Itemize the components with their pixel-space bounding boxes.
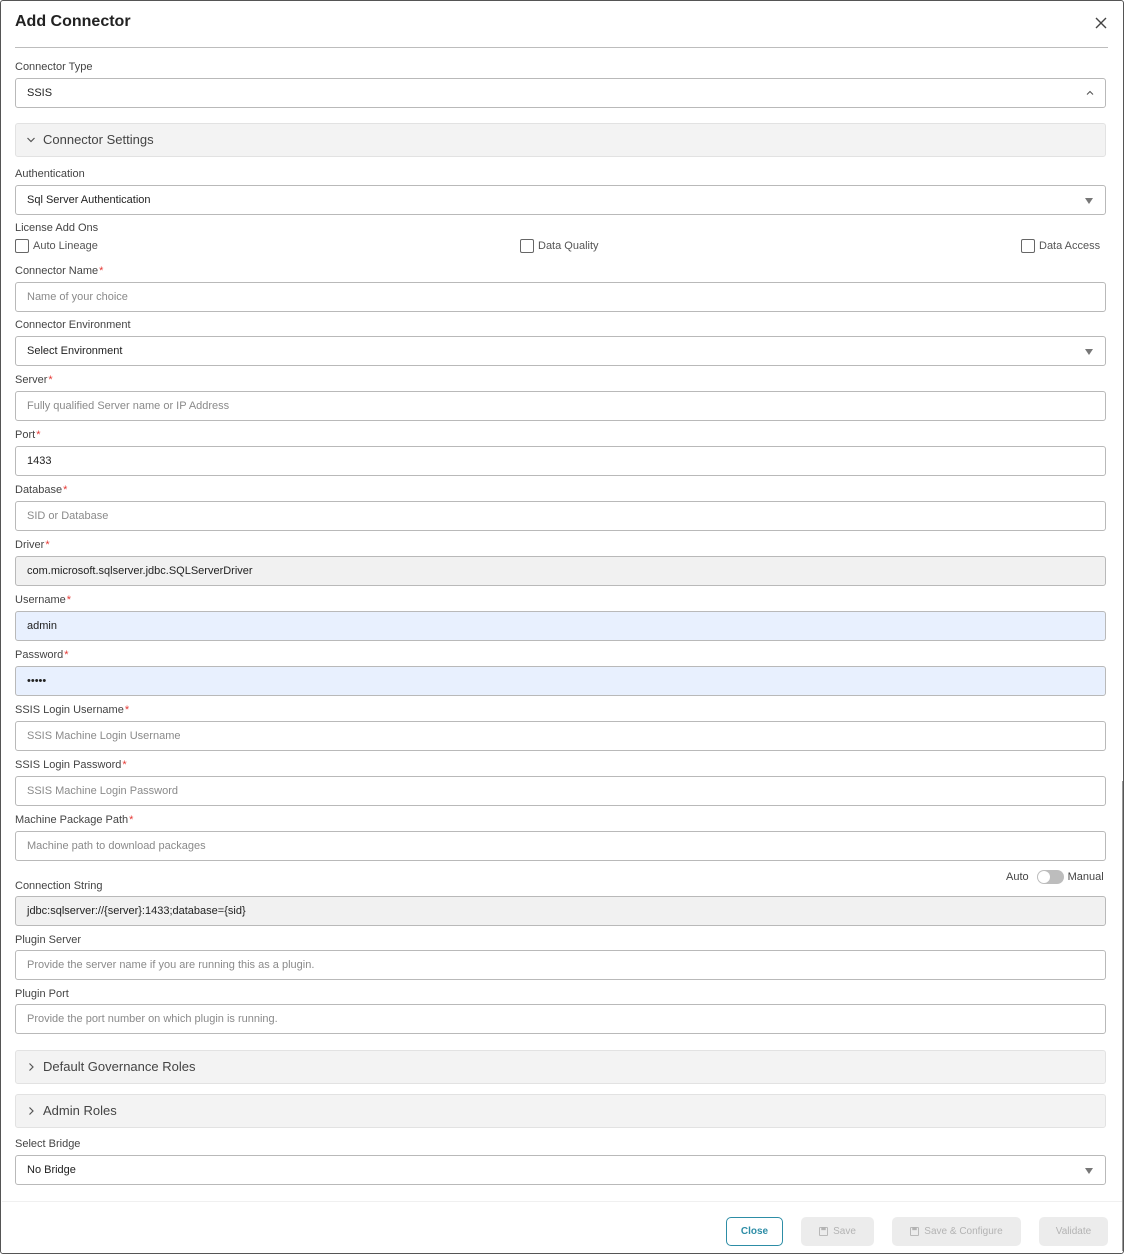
auto-lineage-label: Auto Lineage — [33, 240, 98, 252]
password-label: Password* — [15, 649, 69, 661]
default-governance-roles-section[interactable] — [15, 1050, 1106, 1084]
connector-environment-value: Select Environment — [27, 345, 123, 357]
connector-name-input[interactable]: Name of your choice — [15, 282, 1106, 312]
dropdown-caret-icon — [1085, 349, 1093, 355]
save-button-label: Save — [833, 1226, 856, 1237]
validate-button[interactable]: Validate — [1039, 1217, 1108, 1246]
close-icon[interactable] — [1093, 15, 1109, 31]
data-access-checkbox[interactable] — [1021, 239, 1035, 253]
select-bridge-select[interactable] — [15, 1155, 1106, 1185]
connector-type-value: SSIS — [27, 87, 53, 99]
connection-string-label: Connection String — [15, 880, 103, 892]
admin-roles-title: Admin Roles — [43, 1103, 117, 1118]
data-access-option[interactable] — [1021, 239, 1100, 253]
auto-lineage-checkbox[interactable] — [15, 239, 29, 253]
save-and-configure-button[interactable] — [892, 1217, 1021, 1246]
machine-package-path-label: Machine Package Path* — [15, 814, 134, 826]
connector-environment-label: Connector Environment — [15, 319, 131, 331]
switch-knob — [1038, 871, 1050, 883]
username-label: Username* — [15, 594, 72, 606]
select-bridge-value: No Bridge — [27, 1164, 76, 1176]
ssis-login-username-label: SSIS Login Username* — [15, 704, 130, 716]
auto-manual-switch[interactable] — [1037, 870, 1064, 884]
driver-label: Driver* — [15, 539, 50, 551]
machine-package-path-input[interactable]: Machine path to download packages — [15, 831, 1106, 861]
chevron-up-icon — [1085, 88, 1095, 98]
save-and-configure-label: Save & Configure — [924, 1226, 1003, 1237]
connection-string-mode-toggle — [1006, 870, 1104, 884]
port-input[interactable]: 1433 — [15, 446, 1106, 476]
save-button[interactable] — [801, 1217, 874, 1246]
data-quality-option[interactable] — [520, 239, 599, 253]
authentication-label: Authentication — [15, 168, 85, 180]
plugin-port-input[interactable]: Provide the port number on which plugin is running. — [15, 1004, 1106, 1034]
driver-input[interactable]: com.microsoft.sqlserver.jdbc.SQLServerDriver — [15, 556, 1106, 586]
scrollbar-edge — [1122, 781, 1123, 1251]
license-add-ons-label: License Add Ons — [15, 222, 99, 234]
authentication-select[interactable] — [15, 185, 1106, 215]
auto-lineage-option[interactable] — [15, 239, 98, 253]
chevron-right-icon — [26, 1106, 36, 1116]
port-label: Port* — [15, 429, 41, 441]
dropdown-caret-icon — [1085, 1168, 1093, 1174]
admin-roles-section[interactable] — [15, 1094, 1106, 1128]
connector-type-label: Connector Type — [15, 61, 93, 73]
server-label: Server* — [15, 374, 53, 386]
dropdown-caret-icon — [1085, 198, 1093, 204]
floppy-disk-icon — [910, 1227, 919, 1236]
floppy-disk-icon — [819, 1227, 828, 1236]
title-divider — [15, 47, 1108, 48]
plugin-server-label: Plugin Server — [15, 934, 82, 946]
close-button[interactable]: Close — [726, 1217, 783, 1246]
database-label: Database* — [15, 484, 68, 496]
plugin-server-input[interactable]: Provide the server name if you are running this as a plugin. — [15, 950, 1106, 980]
connector-settings-title: Connector Settings — [43, 132, 154, 147]
authentication-value: Sql Server Authentication — [27, 194, 151, 206]
plugin-port-label: Plugin Port — [15, 988, 69, 1000]
connector-settings-section[interactable] — [15, 123, 1106, 157]
database-input[interactable]: SID or Database — [15, 501, 1106, 531]
toggle-manual-label: Manual — [1067, 871, 1104, 883]
chevron-down-icon — [26, 135, 36, 145]
ssis-login-username-input[interactable]: SSIS Machine Login Username — [15, 721, 1106, 751]
connector-type-select[interactable] — [15, 78, 1106, 108]
data-quality-checkbox[interactable] — [520, 239, 534, 253]
ssis-login-password-input[interactable]: SSIS Machine Login Password — [15, 776, 1106, 806]
chevron-right-icon — [26, 1062, 36, 1072]
username-input[interactable]: admin — [15, 611, 1106, 641]
default-governance-roles-title: Default Governance Roles — [43, 1059, 196, 1074]
connector-name-label: Connector Name* — [15, 265, 104, 277]
connector-environment-select[interactable] — [15, 336, 1106, 366]
connection-string-input[interactable]: jdbc:sqlserver://{server}:1433;database={sid} — [15, 896, 1106, 926]
data-access-label: Data Access — [1039, 240, 1101, 252]
password-input[interactable]: ••••• — [15, 666, 1106, 696]
ssis-login-password-label: SSIS Login Password* — [15, 759, 127, 771]
data-quality-label: Data Quality — [538, 240, 599, 252]
select-bridge-label: Select Bridge — [15, 1138, 81, 1150]
server-input[interactable]: Fully qualified Server name or IP Address — [15, 391, 1106, 421]
dialog-title: Add Connector — [15, 13, 131, 30]
toggle-auto-label: Auto — [1006, 871, 1029, 883]
